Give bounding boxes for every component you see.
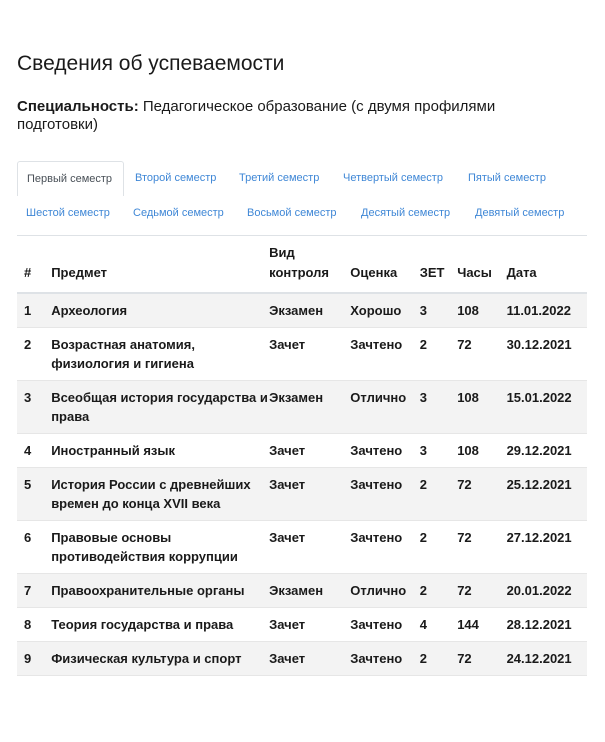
table-row (17, 293, 587, 328)
row-num: 8 (24, 617, 32, 632)
row-subject: Археология (51, 303, 128, 318)
row-hours: 108 (457, 390, 479, 405)
header-control-line2: контроля (269, 265, 330, 280)
row-mark: Зачтено (350, 651, 403, 666)
tab-semester-9[interactable]: Девятый семестр (475, 207, 565, 219)
row-hours: 108 (457, 303, 479, 318)
row-hours: 144 (457, 617, 479, 632)
row-zet: 3 (419, 303, 427, 318)
row-num: 7 (24, 583, 32, 598)
row-zet: 4 (419, 617, 427, 632)
row-num: 2 (24, 337, 32, 352)
row-control: Зачет (269, 651, 306, 666)
row-zet: 2 (419, 477, 427, 492)
table-row (17, 574, 587, 608)
tab-semester-8[interactable]: Восьмой семестр (247, 207, 337, 219)
tabs-divider (17, 235, 587, 236)
row-mark: Отлично (350, 583, 407, 598)
table-row (17, 642, 587, 676)
row-control: Зачет (269, 337, 306, 352)
row-hours: 72 (457, 477, 472, 492)
row-subject: Правоохранительные органы (51, 583, 245, 598)
row-zet: 3 (419, 390, 427, 405)
row-hours: 72 (457, 337, 472, 352)
row-hours: 72 (457, 583, 472, 598)
row-subject: Физическая культура и спорт (51, 651, 242, 666)
grades-table (17, 237, 587, 676)
row-hours: 72 (457, 651, 472, 666)
row-control: Экзамен (269, 303, 324, 318)
row-hours: 108 (457, 443, 479, 458)
tab-semester-4[interactable]: Четвертый семестр (343, 172, 443, 184)
specialty-info (17, 98, 547, 134)
row-control: Зачет (269, 443, 306, 458)
row-zet: 2 (419, 583, 427, 598)
tab-semester-6[interactable]: Шестой семестр (26, 207, 110, 219)
row-date: 25.12.2021 (506, 477, 572, 492)
row-subject: Иностранный язык (51, 443, 175, 458)
row-control: Зачет (269, 530, 306, 545)
tab-semester-3[interactable]: Третий семестр (239, 172, 320, 184)
table-row (17, 328, 587, 381)
row-num: 3 (24, 390, 32, 405)
row-date: 27.12.2021 (506, 530, 572, 545)
row-zet: 2 (419, 530, 427, 545)
row-date: 30.12.2021 (506, 337, 572, 352)
table-row (17, 381, 587, 434)
row-control: Экзамен (269, 583, 324, 598)
row-num: 5 (24, 477, 32, 492)
row-date: 11.01.2022 (506, 303, 571, 318)
row-date: 29.12.2021 (506, 443, 572, 458)
tab-semester-5[interactable]: Пятый семестр (468, 172, 546, 184)
row-mark: Зачтено (350, 617, 403, 632)
header-num: # (24, 265, 32, 280)
row-zet: 2 (419, 651, 427, 666)
header-date: Дата (506, 265, 537, 280)
tab-semester-10[interactable]: Десятый семестр (361, 207, 451, 219)
row-subject: Теория государства и права (51, 617, 234, 632)
specialty-value: Педагогическое образование (с двумя профилями подготовки) (17, 98, 496, 133)
row-date: 24.12.2021 (506, 651, 572, 666)
row-mark: Зачтено (350, 337, 403, 352)
row-control: Экзамен (269, 390, 324, 405)
row-zet: 2 (419, 337, 427, 352)
row-hours: 72 (457, 530, 472, 545)
row-subject: Всеобщая история государства и права (51, 390, 268, 424)
tab-semester-7[interactable]: Седьмой семестр (133, 207, 224, 219)
header-control-line1: Вид (269, 245, 295, 260)
header-control (269, 237, 350, 293)
table-row (17, 608, 587, 642)
header-subject: Предмет (51, 265, 107, 280)
row-control: Зачет (269, 477, 306, 492)
page-title: Сведения об успеваемости (17, 52, 285, 75)
table-row (17, 434, 587, 468)
row-date: 15.01.2022 (506, 390, 572, 405)
row-subject: Правовые основы противодействия коррупции (51, 530, 238, 564)
tab-semester-2[interactable]: Второй семестр (135, 172, 217, 184)
row-num: 4 (24, 443, 32, 458)
tab-semester-1[interactable]: Первый семестр (17, 161, 124, 196)
row-num: 9 (24, 651, 32, 666)
row-date: 20.01.2022 (506, 583, 572, 598)
row-control: Зачет (269, 617, 306, 632)
row-mark: Зачтено (350, 530, 403, 545)
header-hours: Часы (457, 265, 492, 280)
header-zet: ЗЕТ (419, 265, 445, 280)
table-row (17, 521, 587, 574)
row-zet: 3 (419, 443, 427, 458)
row-mark: Отлично (350, 390, 407, 405)
specialty-label: Специальность: (17, 98, 139, 115)
row-mark: Зачтено (350, 443, 403, 458)
row-num: 6 (24, 530, 32, 545)
row-mark: Зачтено (350, 477, 403, 492)
row-mark: Хорошо (350, 303, 402, 318)
row-subject: Возрастная анатомия, физиология и гигиена (51, 337, 195, 371)
row-num: 1 (24, 303, 32, 318)
row-subject: История России с древнейших времен до конца XVII века (51, 477, 251, 511)
header-mark: Оценка (350, 265, 398, 280)
row-date: 28.12.2021 (506, 617, 572, 632)
table-row (17, 468, 587, 521)
table-header-row (17, 237, 587, 293)
